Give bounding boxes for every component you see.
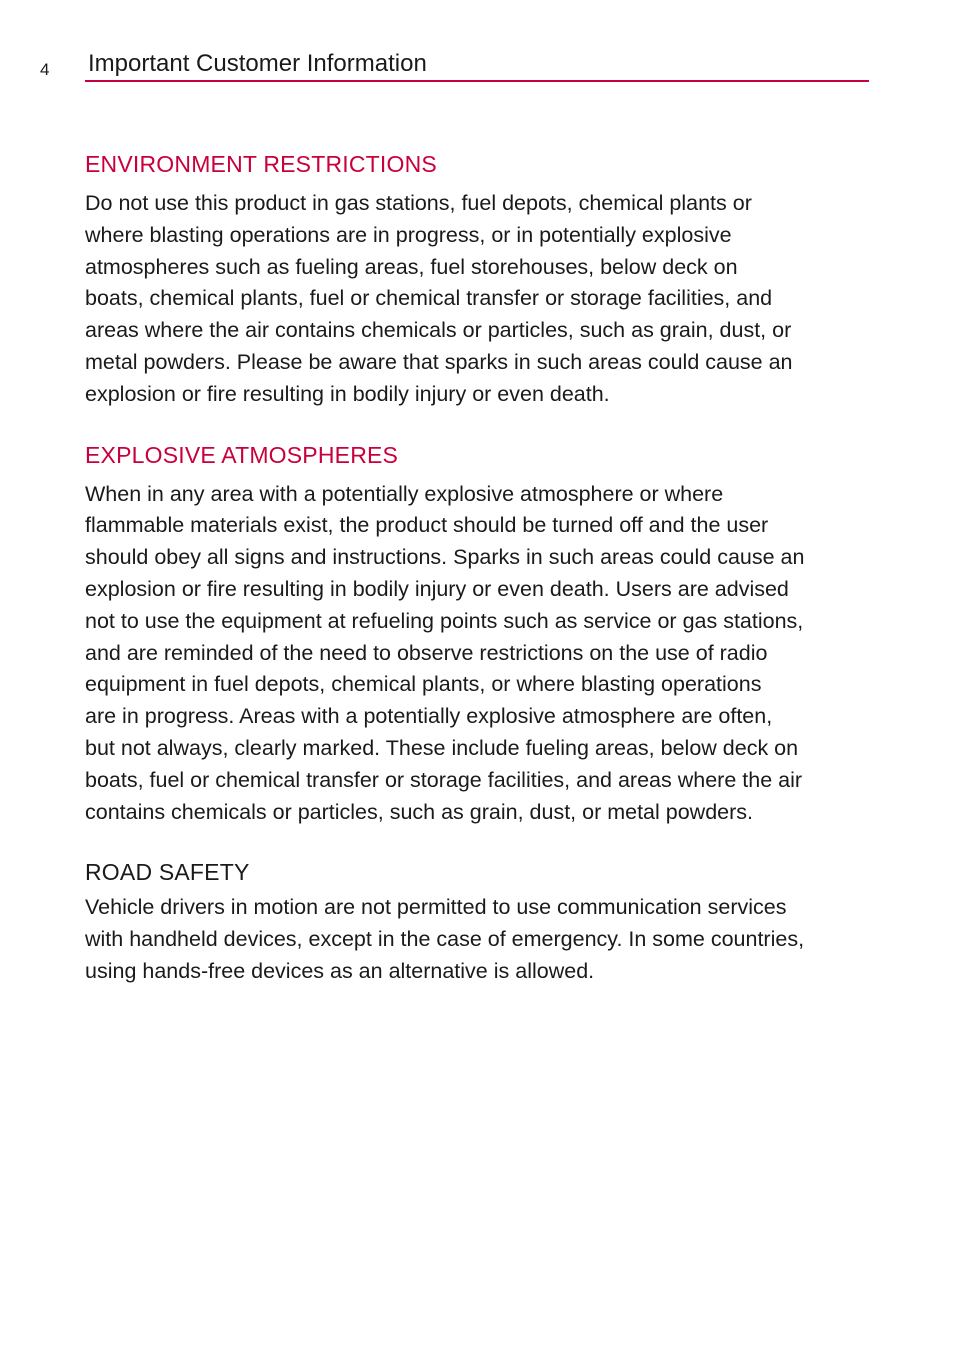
header-rule — [85, 80, 869, 82]
section-body: Vehicle drivers in motion are not permitted to use communication services with handheld devices, except in the case of emergency. In some countries, using hands-free devices as an alternative is allowed. — [85, 895, 805, 983]
section-heading: ROAD SAFETY — [85, 859, 250, 886]
section-body: Do not use this product in gas stations, fuel depots, chemical plants or where blasting operations are in progress, or in potentially explosive atmospheres such as fueling areas, fuel storehouses, below deck on boats, chemical plants, fuel or chemical transfer or storage facilities, and areas where the air contains chemicals or particles, such as grain, dust, or metal powders. Please be aware that sparks in such areas could cause an explosion or fire resulting in bodily injury or even death. — [85, 191, 793, 406]
section-road-safety — [85, 854, 875, 987]
section-environment-restrictions — [85, 146, 875, 411]
page-content — [85, 146, 875, 1014]
section-body: When in any area with a potentially explosive atmosphere or where flammable materials exist, the product should be turned off and the user should obey all signs and instructions. Sparks in such areas could cause an explosion or fire resulting in bodily injury or even death. Users are advised not to use the equipment at refueling points such as service or gas stations, and are reminded of the need to observe restrictions on the use of radio equipment in fuel depots, chemical plants, or where blasting operations are in progress. Areas with a potentially explosive atmosphere are often, but not always, clearly marked. These include fueling areas, below deck on boats, fuel or chemical transfer or storage facilities, and areas where the air contains chemicals or particles, such as grain, dust, or metal powders. — [85, 481, 805, 824]
section-heading: ENVIRONMENT RESTRICTIONS — [85, 151, 437, 177]
page-header — [40, 48, 869, 84]
page-number: 4 — [40, 60, 50, 79]
section-heading: EXPLOSIVE ATMOSPHERES — [85, 441, 399, 468]
section-explosive-atmospheres — [85, 437, 875, 829]
header-title: Important Customer Information — [88, 50, 427, 77]
